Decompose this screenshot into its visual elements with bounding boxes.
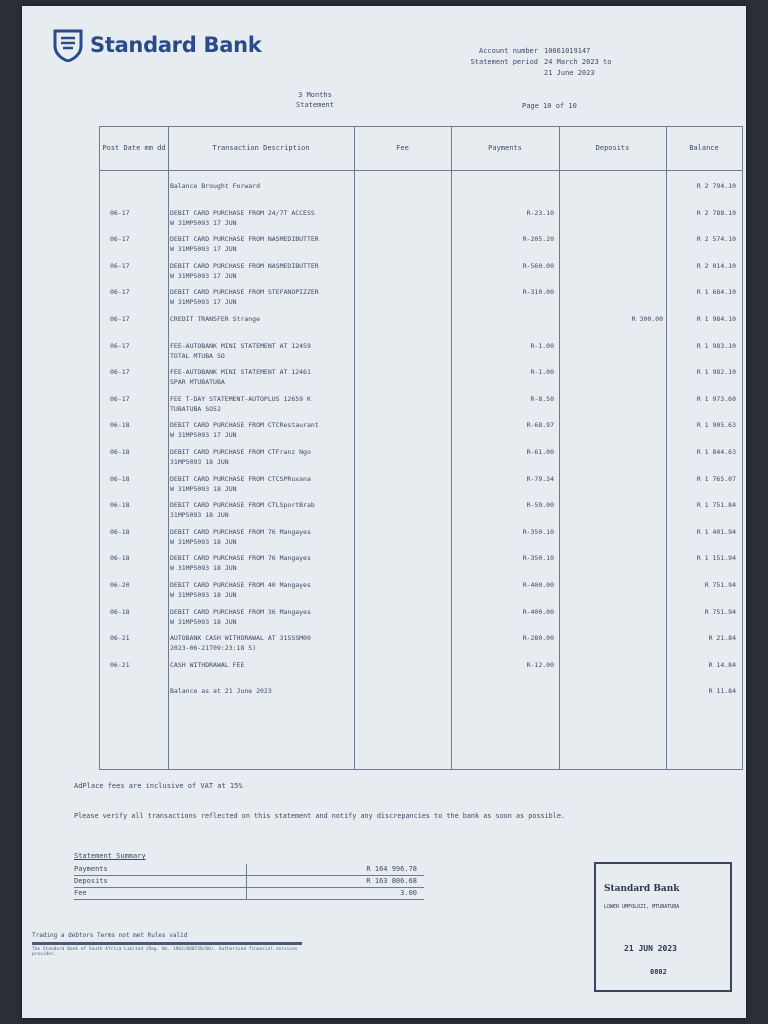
stamp-code: 0802 (650, 968, 667, 976)
row-payment: R-350.10 (522, 527, 554, 536)
row-date: 06-17 (110, 288, 130, 297)
row-description (170, 447, 354, 467)
row-description-line: W 31MP5093 18 JUN (170, 564, 237, 573)
stamp-branch: LOWER UMFOLOZI, MTUBATUBA (604, 904, 680, 910)
row-balance: R 1 844.63 (696, 448, 736, 456)
row-description-line: TUBATUBA SO52 (170, 404, 221, 413)
row-description-line: DEBIT CARD PURCHASE FROM CTCRestaurant (170, 421, 319, 430)
row-payment: R-59.00 (526, 501, 554, 510)
row-balance: R 2 794.10 (696, 182, 736, 190)
row-balance: R 1 684.10 (696, 288, 736, 297)
row-date: 06-20 (110, 581, 130, 589)
row-balance: R 14.84 (708, 660, 736, 669)
row-date: 06-17 (110, 208, 130, 217)
row-description-line: FEE T-DAY STATEMENT-AUTOPLUS 12659 K (170, 394, 311, 403)
account-number-label: Account number (478, 47, 538, 55)
period-to: 21 June 2023 (544, 69, 595, 77)
row-payment: R-8.50 (530, 394, 554, 403)
row-balance: R 1 765.07 (696, 474, 736, 483)
bank-logo (52, 28, 261, 62)
row-description-line: W 31MP5093 18 JUN (170, 484, 237, 493)
row-description (170, 580, 354, 600)
row-description (170, 287, 354, 307)
row-description (170, 234, 354, 254)
row-description-line: Balance as at 21 June 2023 (170, 687, 272, 696)
account-info (458, 46, 611, 79)
row-balance: R 1 982.10 (696, 368, 736, 377)
row-payment: R-1.00 (530, 368, 554, 377)
statement-period-label: Statement period (470, 58, 538, 66)
column-header-fee: Fee (396, 144, 409, 152)
row-payment: R-400.00 (522, 581, 554, 589)
row-description-line: W 31MP5093 17 JUN (170, 271, 237, 280)
row-description-line: DEBIT CARD PURCHASE FROM NASMEDIBUTTER (170, 261, 319, 270)
footer-divider (32, 942, 302, 945)
row-description (170, 660, 354, 670)
row-date: 06-18 (110, 527, 130, 536)
row-description-line: SPAR MTUBATUBA (170, 378, 225, 387)
bank-stamp (594, 862, 732, 992)
footer-line: Trading a debtors Terms not met Rules valid (32, 932, 188, 939)
row-payment: R-61.00 (526, 448, 554, 456)
column-header-balance: Balance (689, 144, 719, 152)
row-date: 06-21 (110, 660, 130, 669)
row-payment: R-310.00 (522, 288, 554, 297)
row-description-line: TOTAL MTUBA SO (170, 351, 225, 360)
row-description-line: DEBIT CARD PURCHASE FROM CTFranz Ngo (170, 448, 311, 456)
row-date: 06-18 (110, 421, 130, 430)
row-date: 06-18 (110, 474, 130, 483)
row-balance: R 2 574.10 (696, 235, 736, 244)
row-balance: R 751.94 (704, 607, 736, 616)
row-payment: R-79.34 (526, 474, 554, 483)
row-date: 06-18 (110, 554, 130, 563)
row-description-line: W 31MP5093 17 JUN (170, 218, 237, 227)
row-payment: R-280.00 (522, 634, 554, 643)
row-date: 06-17 (110, 235, 130, 244)
stamp-date: 21 JUN 2023 (624, 944, 677, 953)
footer-legal: The Standard Bank of South Africa Limited (Reg. No. 1962/000738/06). Authorised financial services provider. (32, 947, 298, 957)
row-description (170, 633, 354, 653)
summary-title: Statement Summary (74, 852, 146, 860)
row-description (170, 208, 354, 228)
row-description (170, 181, 354, 191)
row-date: 06-21 (110, 634, 130, 643)
row-date: 06-17 (110, 261, 130, 270)
row-description-line: DEBIT CARD PURCHASE FROM 40 Mangayes (170, 581, 311, 589)
summary-row-deposits: Deposits R 163 806.68 (74, 876, 424, 888)
row-balance: R 751.94 (704, 581, 736, 589)
row-balance: R 1 151.94 (696, 554, 736, 563)
page-number: Page 10 of 10 (522, 102, 577, 110)
summary-row-fee: Fee 3.00 (74, 888, 424, 900)
row-date: 06-17 (110, 394, 130, 403)
row-description-line: DEBIT CARD PURCHASE FROM 36 Mangayes (170, 607, 311, 616)
row-description (170, 261, 354, 281)
row-balance: R 11.84 (708, 687, 736, 696)
row-payment: R-205.20 (522, 235, 554, 244)
row-payment: R-12.00 (526, 660, 554, 669)
row-description-line: DEBIT CARD PURCHASE FROM NASMEDIBUTTER (170, 235, 319, 244)
transactions-table (99, 126, 743, 770)
row-description-line: 31MP5093 18 JUN (170, 458, 229, 466)
row-description-line: FEE-AUTOBANK MINI STATEMENT AT 12459 (170, 341, 311, 350)
column-header-deposits: Deposits (595, 144, 630, 152)
row-payment: R-560.00 (522, 261, 554, 270)
row-description (170, 686, 354, 696)
row-description (170, 420, 354, 440)
row-description-line: CREDIT TRANSFER Strange (170, 315, 261, 323)
statement-summary (74, 852, 424, 900)
row-date: 06-17 (110, 368, 130, 377)
row-description (170, 474, 354, 494)
vat-note: AdPlace fees are inclusive of VAT at 15% (74, 782, 243, 790)
row-description-line: DEBIT CARD PURCHASE FROM CTLSportBrab (170, 501, 315, 510)
row-description-line: W 31MP5093 17 JUN (170, 245, 237, 254)
row-date: 06-18 (110, 448, 130, 456)
row-payment: R-1.00 (530, 341, 554, 350)
row-description-line: W 31MP5093 18 JUN (170, 617, 237, 626)
row-balance: R 1 973.60 (696, 394, 736, 403)
row-description (170, 394, 354, 414)
row-description (170, 527, 354, 547)
stamp-bank-name: Standard Bank (604, 884, 680, 894)
row-description-line: W 31MP5093 18 JUN (170, 591, 237, 599)
row-date: 06-17 (110, 315, 130, 323)
row-description (170, 314, 354, 324)
shield-icon (52, 28, 84, 62)
row-description (170, 500, 354, 520)
row-description-line: FEE-AUTOBANK MINI STATEMENT AT 12461 (170, 368, 311, 377)
verify-note: Please verify all transactions reflected on this statement and notify any discrepancies to the bank as soon as possible. (74, 812, 566, 820)
row-balance: R 1 984.10 (696, 315, 736, 323)
row-description (170, 341, 354, 361)
column-header-date: Post Date mm dd (102, 144, 166, 152)
row-balance: R 1 401.94 (696, 527, 736, 536)
row-balance: R 1 751.84 (696, 501, 736, 510)
row-balance: R 1 905.63 (696, 421, 736, 430)
row-description-line: DEBIT CARD PURCHASE FROM STEFANOPIZZER (170, 288, 319, 297)
row-description-line: 31MP5093 18 JUN (170, 511, 229, 520)
statement-page (22, 6, 746, 1018)
account-number: 10061019147 (544, 47, 591, 55)
row-description-line: CASH WITHDRAWAL FEE (170, 660, 245, 669)
footer (32, 932, 302, 957)
row-payment: R-350.10 (522, 554, 554, 563)
row-description-line: AUTOBANK CASH WITHDRAWAL AT 31SSSM00 (170, 634, 311, 643)
row-date: 06-18 (110, 501, 130, 510)
row-description-line: W 31MP5093 17 JUN (170, 431, 237, 440)
row-date: 06-17 (110, 341, 130, 350)
row-balance: R 1 983.10 (696, 341, 736, 350)
period-from: 24 March 2023 to (544, 58, 612, 66)
row-description-line: W 31MP5093 18 JUN (170, 537, 237, 546)
row-date: 06-18 (110, 607, 130, 616)
row-description (170, 367, 354, 387)
row-description (170, 553, 354, 573)
row-description-line: 2023-06-21T09:23:18 5) (170, 644, 257, 653)
row-description-line: DEBIT CARD PURCHASE FROM 24/7T ACCESS (170, 208, 315, 217)
column-header-description: Transaction Description (212, 144, 310, 152)
row-payment: R-23.10 (526, 208, 554, 217)
row-payment: R-400.00 (522, 607, 554, 616)
bank-name: Standard Bank (90, 33, 262, 57)
row-description-line: W 31MP5093 17 JUN (170, 298, 237, 307)
column-header-payments: Payments (488, 144, 522, 152)
row-description-line: Balance Brought Forward (170, 182, 261, 190)
row-description-line: DEBIT CARD PURCHASE FROM 76 Mangayes (170, 554, 311, 563)
row-balance: R 2 788.10 (696, 208, 736, 217)
row-payment: R-68.97 (526, 421, 554, 430)
document-title: 3 Months Statement (296, 91, 334, 109)
row-deposit: R 300.00 (631, 315, 663, 323)
row-balance: R 2 014.10 (696, 261, 736, 270)
row-description-line: DEBIT CARD PURCHASE FROM 76 Mangayes (170, 527, 311, 536)
summary-row-payments: Payments R 164 996.78 (74, 864, 424, 876)
row-description (170, 607, 354, 627)
row-balance: R 21.84 (708, 634, 736, 643)
row-description-line: DEBIT CARD PURCHASE FROM CTCSPRuxana (170, 474, 311, 483)
